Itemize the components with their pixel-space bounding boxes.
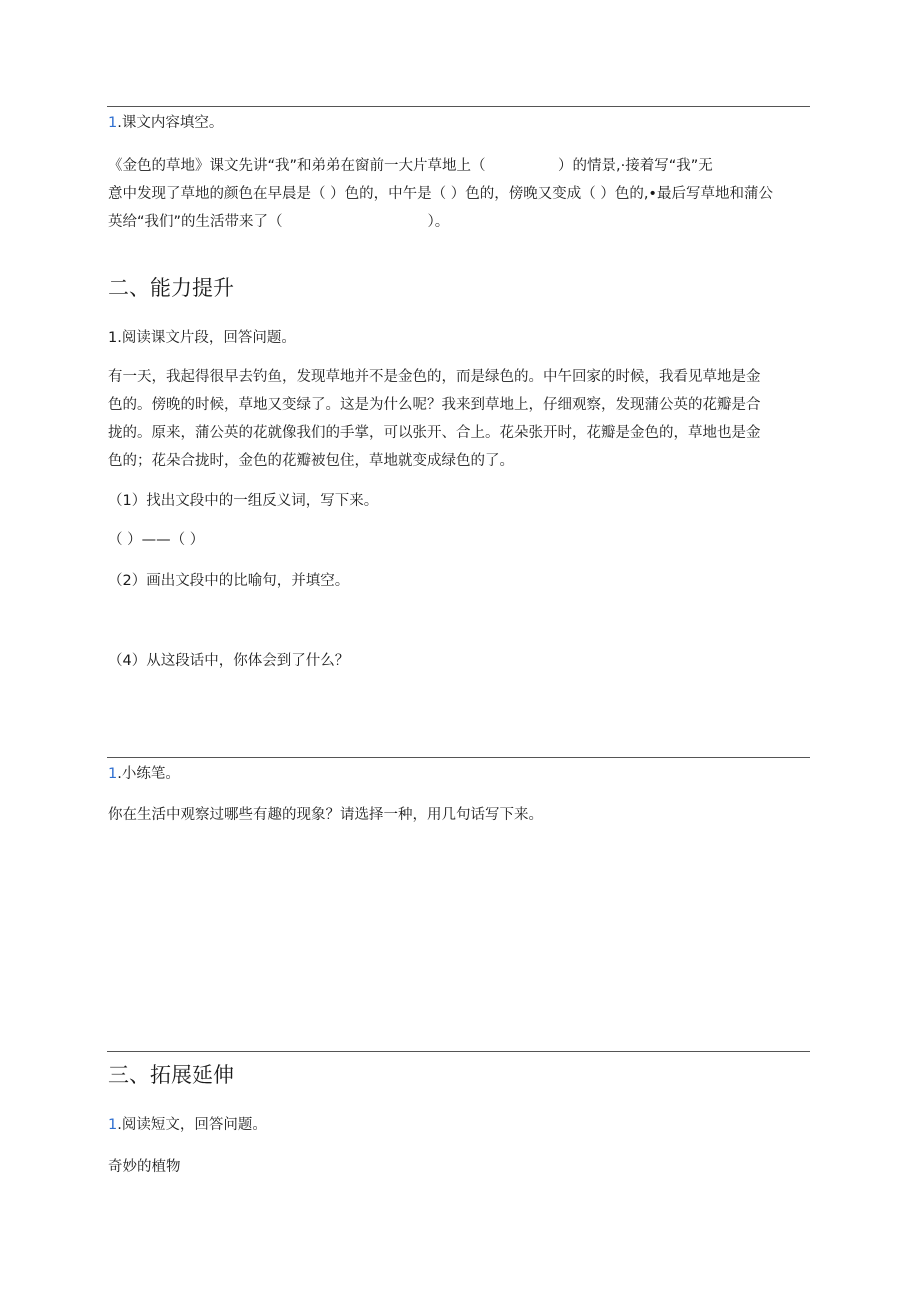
question-fill-blank <box>108 113 223 133</box>
sub-question-4: （4）从这段话中，你体会到了什么？ <box>108 653 350 669</box>
fill-line: 意中发现了草地的颜色在早晨是（ ）色的，中午是（ ）色的，傍晚又变成（ ）色的,•最后写草地和蒲公 <box>108 186 773 202</box>
sub-question-1: （1）找出文段中的一组反义词，写下来。 <box>108 493 379 509</box>
passage-line: 拢的。原来，蒲公英的花就像我们的手掌，可以张开、合上。花朵张开时，花瓣是金色的，草地也是金 <box>108 425 761 441</box>
passage-line: 色的；花朵合拢时，金色的花瓣被包住，草地就变成绿色的了。 <box>108 453 514 469</box>
section-heading-ability: 二、能力提升 <box>108 276 234 300</box>
divider-middle <box>107 757 810 758</box>
reading-passage <box>108 363 808 475</box>
practice-prompt: 你在生活中观察过哪些有趣的现象？请选择一种，用几句话写下来。 <box>108 807 543 823</box>
question-reading: 1.阅读课文片段，回答问题。 <box>108 330 296 346</box>
question-practice <box>108 764 180 784</box>
fill-blank-paragraph <box>108 152 808 236</box>
question-title: .阅读短文，回答问题。 <box>117 1117 267 1133</box>
divider-top <box>107 106 810 107</box>
question-number: 1 <box>108 115 118 131</box>
question-number: 1 <box>108 766 118 782</box>
sub-question-2: （2）画出文段中的比喻句，并填空。 <box>108 573 350 589</box>
question-number: 1 <box>108 1117 118 1133</box>
question-title: .小练笔。 <box>117 766 180 782</box>
question-title: .课文内容填空。 <box>117 115 224 131</box>
divider-bottom <box>107 1051 810 1052</box>
answer-blank-antonyms: （ ）——（ ） <box>108 532 205 548</box>
article-title: 奇妙的植物 <box>108 1159 181 1175</box>
passage-line: 有一天，我起得很早去钓鱼，发现草地并不是金色的，而是绿色的。中午回家的时候，我看见草地是金 <box>108 369 761 385</box>
question-short-reading <box>108 1115 267 1135</box>
passage-line: 色的。傍晚的时候，草地又变绿了。这是为什么呢？我来到草地上，仔细观察，发现蒲公英的花瓣是合 <box>108 397 761 413</box>
fill-line: 英给“我们”的生活带来了（ ）。 <box>108 214 450 230</box>
section-heading-extension: 三、拓展延伸 <box>108 1063 234 1087</box>
fill-line: 《金色的草地》课文先讲“我”和弟弟在窗前一大片草地上（ ）的情景,·接着写“我”无 <box>108 158 713 174</box>
